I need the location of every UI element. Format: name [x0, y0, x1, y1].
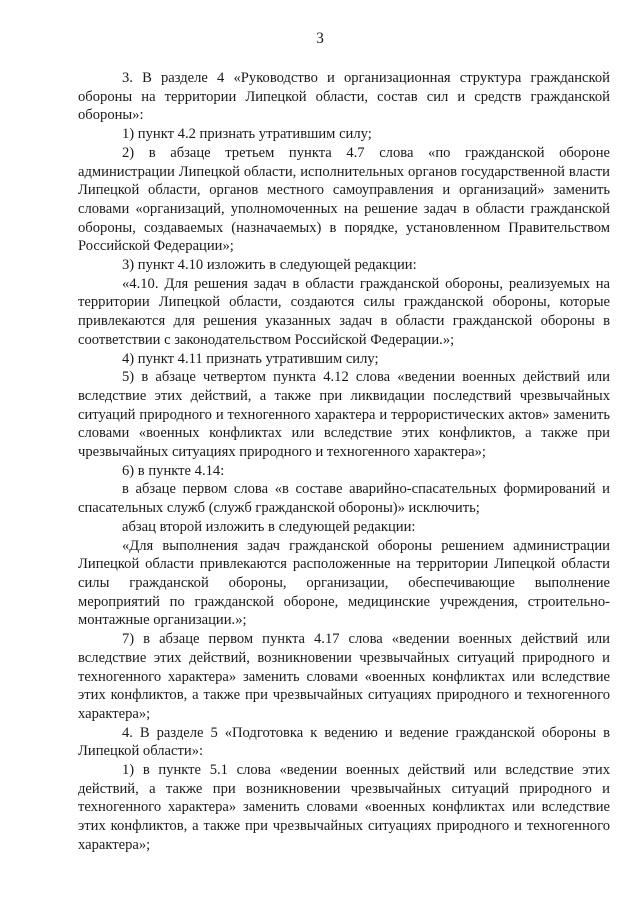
document-body	[78, 69, 610, 855]
paragraph-item-3-point-4-10: 3) пункт 4.10 изложить в следующей редакции:	[122, 257, 417, 274]
paragraph-item-7-point-4-17: 7) в абзаце первом пункта 4.17 слова «ведении военных действий или вследствие этих действий, возникновении чрезвычайных ситуаций природного и техногенного характера» заменить словами «военных конфликтах или вследствие этих конфликтов, а также при чрезвычайных ситуациях природного и техногенного характера»;	[78, 631, 610, 722]
paragraph-item-6-point-4-14: 6) в пункте 4.14:	[122, 462, 225, 479]
paragraph-second-abzac: абзац второй изложить в следующей редакции:	[122, 518, 416, 535]
paragraph-item-4-point-4-11: 4) пункт 4.11 признать утратившим силу;	[122, 350, 379, 367]
paragraph-section-3: 3. В разделе 4 «Руководство и организационная структура гражданской обороны на территории Липецкой области, состав сил и средств гражданской обороны»:	[78, 70, 610, 124]
paragraph-item-5-point-4-12: 5) в абзаце четвертом пункта 4.12 слова «ведении военных действий или вследствие этих действий, а также при ликвидации последствий чрезвычайных ситуаций природного и техногенного характера и террористических актов» заменить словами «военных конфликтах или вследствие этих конфликтов, а также при чрезвычайных ситуациях природного и техногенного характера»;	[78, 369, 610, 461]
page-number: 3	[316, 30, 324, 47]
paragraph-quote-4-10: «4.10. Для решения задач в области гражданской обороны, реализуемых на территории Липецкой области, создаются силы гражданской обороны, которые привлекаются для решения указанных задач в области гражданской обороны в соответствии с законодательством Российской Федерации.»;	[78, 275, 610, 348]
paragraph-first-abzac: в абзаце первом слова «в составе аварийно-спасательных формирований и спасательных служб (служб гражданской обороны)» исключить;	[78, 481, 610, 517]
paragraph-quote-second-abzac: «Для выполнения задач гражданской обороны решением администрации Липецкой области привлекаются расположенные на территории Липецкой области силы гражданской обороны, организации, обеспечивающие выполнение мероприятий по гражданской обороне, медицинские учреждения, строительно-монтажные организации.»;	[78, 537, 610, 629]
paragraph-section-4: 4. В разделе 5 «Подготовка к ведению и ведение гражданской обороны в Липецкой области»:	[78, 724, 610, 760]
paragraph-item-1-point-5-1: 1) в пункте 5.1 слова «ведении военных действий или вследствие этих действий, а также при возникновении чрезвычайных ситуаций природного и техногенного характера» заменить словами «военных конфликтах или вследствие этих конфликтов, а также при чрезвычайных ситуациях природного и техногенного характера»;	[78, 762, 610, 853]
paragraph-item-2-point-4-7: 2) в абзаце третьем пункта 4.7 слова «по гражданской обороне администрации Липецкой области, исполнительных органов государственной власти Липецкой области, органов местного самоуправления и организаций» заменить словами «организаций, уполномоченных на решение задач в области гражданской обороны, создаваемых (назначаемых) в порядке, установленном Правительством Российской Федерации»;	[78, 144, 610, 255]
paragraph-item-1-point-4-2: 1) пункт 4.2 признать утратившим силу;	[122, 126, 372, 143]
